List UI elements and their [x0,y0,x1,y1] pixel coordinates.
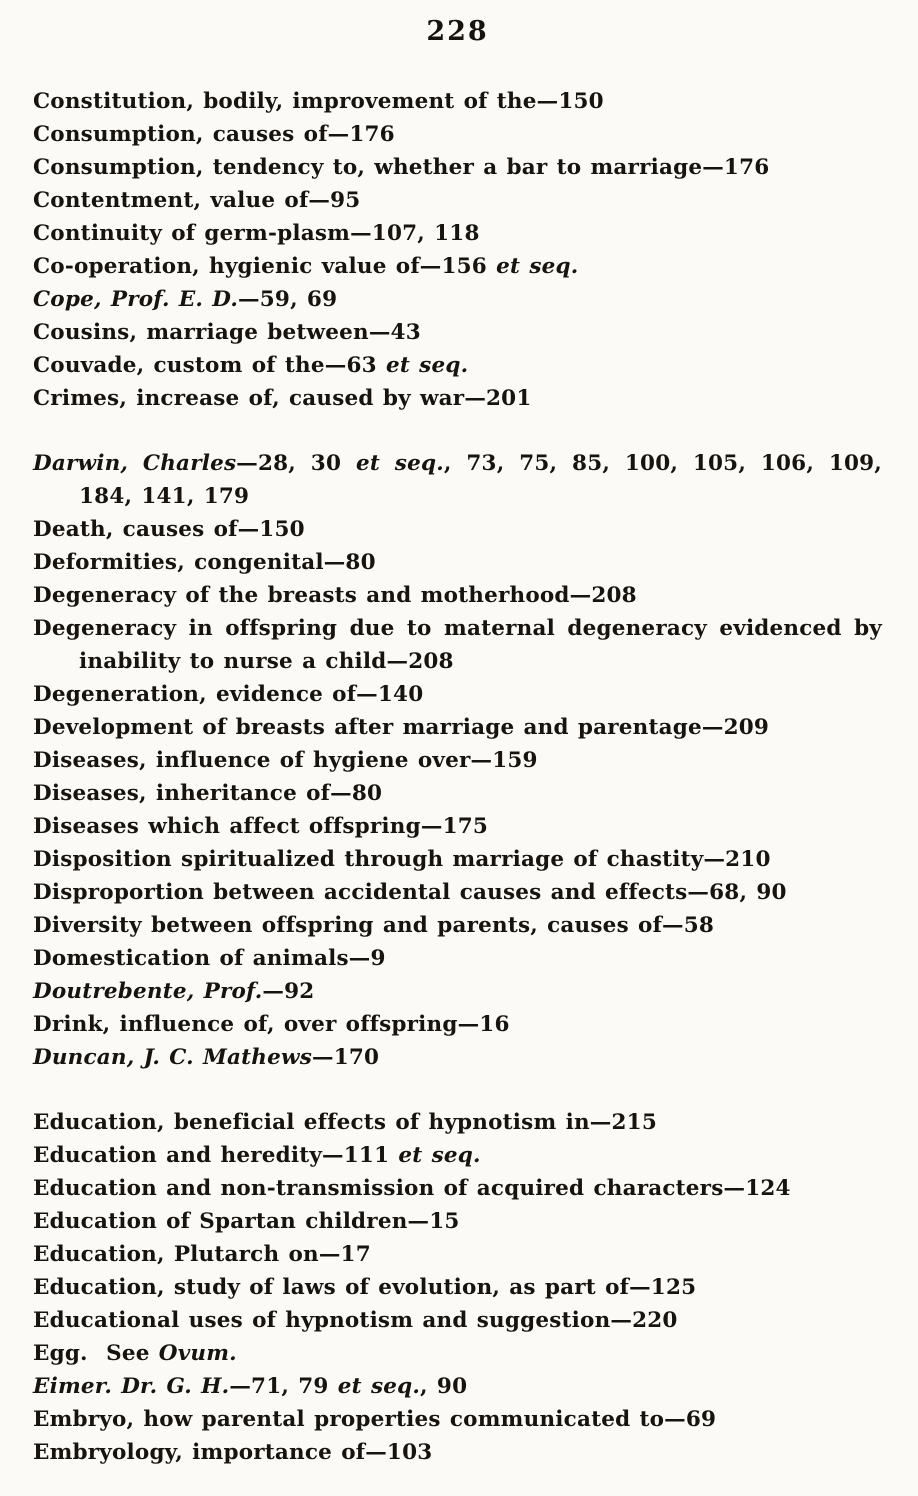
index-entry [33,1139,882,1172]
entry-text: Deformities, congenital—80 [33,550,376,575]
entry-text: Education and heredity—111 [33,1143,399,1168]
entry-text: Education of Spartan children—15 [33,1209,460,1234]
index-entry [33,942,882,975]
entry-text-italic: Darwin, Charles [33,451,237,476]
entry-text: Cousins, marriage between—43 [33,320,421,345]
entry-text: Embryology, importance of—103 [33,1440,433,1465]
entry-text-italic: Eimer. Dr. G. H. [33,1374,230,1399]
entry-text: Education, beneficial effects of hypnotism in—215 [33,1110,657,1135]
entry-text: Education, Plutarch on—17 [33,1242,371,1267]
entry-text: Education and non-transmission of acquired characters—124 [33,1176,791,1201]
index-entry [33,546,882,579]
entry-text: Couvade, custom of the—63 [33,353,386,378]
entry-text: Constitution, bodily, improvement of the—150 [33,89,604,114]
entry-text: Co-operation, hygienic value of—156 [33,254,497,279]
entry-text-italic: et seq. [496,254,579,279]
entry-text: Education, study of laws of evolution, as part of—125 [33,1275,697,1300]
index-entry [33,579,882,612]
index-group [33,85,882,415]
entry-text-italic: et seq. [385,353,469,378]
entry-text: Continuity of germ-plasm—107, 118 [33,221,480,246]
entry-text: Diseases, inheritance of—80 [33,781,383,806]
entry-text-italic: et seq. [355,451,444,476]
entry-text-italic: et seq. [398,1143,481,1168]
entry-text: Disproportion between accidental causes and effects—68, 90 [33,880,787,905]
entry-text: —28, 30 [236,451,356,476]
entry-text-italic: Doutrebente, Prof. [33,979,263,1004]
index-entry [33,1304,882,1337]
entry-text: Drink, influence of, over offspring—16 [33,1012,510,1037]
index-entry [33,382,882,415]
index-entry [33,1106,882,1139]
entry-text: Degeneration, evidence of—140 [33,682,424,707]
index-entry [33,1271,882,1304]
index-entry [33,1041,882,1074]
index-entry [33,513,882,546]
entry-text: Domestication of animals—9 [33,946,386,971]
index-entry [33,711,882,744]
index-entry [33,810,882,843]
entry-text-italic: Duncan, J. C. Mathews [33,1045,312,1070]
entry-text: Degeneracy in offspring due to maternal degeneracy evidenced by inability to nurse a child—208 [33,616,882,674]
index-group [33,1106,882,1469]
index-entry [33,118,882,151]
entry-text: Consumption, tendency to, whether a bar to marriage—176 [33,155,770,180]
index-entry [33,85,882,118]
entry-text: Degeneracy of the breasts and motherhood—208 [33,583,637,608]
entry-text: Diversity between offspring and parents, causes of—58 [33,913,715,938]
index-entry [33,876,882,909]
index-entry [33,612,882,678]
index-entry [33,447,882,513]
index-entry [33,1238,882,1271]
entry-text-italic: Ovum. [158,1341,237,1366]
entry-text: Embryo, how parental properties communicated to—69 [33,1407,717,1432]
index-entry [33,1008,882,1041]
index-entry [33,184,882,217]
entry-text: —92 [262,979,315,1004]
entry-text-italic: Cope, Prof. E. D. [33,287,239,312]
index-entry [33,349,882,382]
entry-text: —59, 69 [238,287,338,312]
entry-text: Diseases which affect offspring—175 [33,814,489,839]
entry-text-italic: et seq. [337,1374,421,1399]
entry-text: Educational uses of hypnotism and suggestion—220 [33,1308,678,1333]
entry-text: , 73, 75, 85, 100, 105, 106, 109, 184, 141, 179 [79,451,882,509]
entry-text: —71, 79 [229,1374,338,1399]
entry-text: Development of breasts after marriage and parentage—209 [33,715,770,740]
index-entry [33,151,882,184]
entry-text: Consumption, causes of—176 [33,122,395,147]
entry-text: Egg. See [33,1341,159,1366]
index-entry [33,975,882,1008]
index-entry [33,1337,882,1370]
index-entry [33,217,882,250]
entry-text: , 90 [420,1374,468,1399]
index-entry [33,283,882,316]
index-entry [33,1205,882,1238]
index-group [33,447,882,1074]
index-entry [33,678,882,711]
index-entry [33,1370,882,1403]
index-entry [33,909,882,942]
entry-text: Crimes, increase of, caused by war—201 [33,386,532,411]
index-list [33,85,882,1469]
page-number: 228 [426,16,489,47]
index-entry [33,1172,882,1205]
index-entry [33,843,882,876]
entry-text: Contentment, value of—95 [33,188,361,213]
index-entry [33,250,882,283]
index-entry [33,316,882,349]
index-entry [33,1403,882,1436]
entry-text: —170 [312,1045,380,1070]
index-entry [33,777,882,810]
entry-text: Disposition spiritualized through marriage of chastity—210 [33,847,771,872]
index-entry [33,744,882,777]
entry-text: Death, causes of—150 [33,517,305,542]
entry-text: Diseases, influence of hygiene over—159 [33,748,538,773]
index-entry [33,1436,882,1469]
